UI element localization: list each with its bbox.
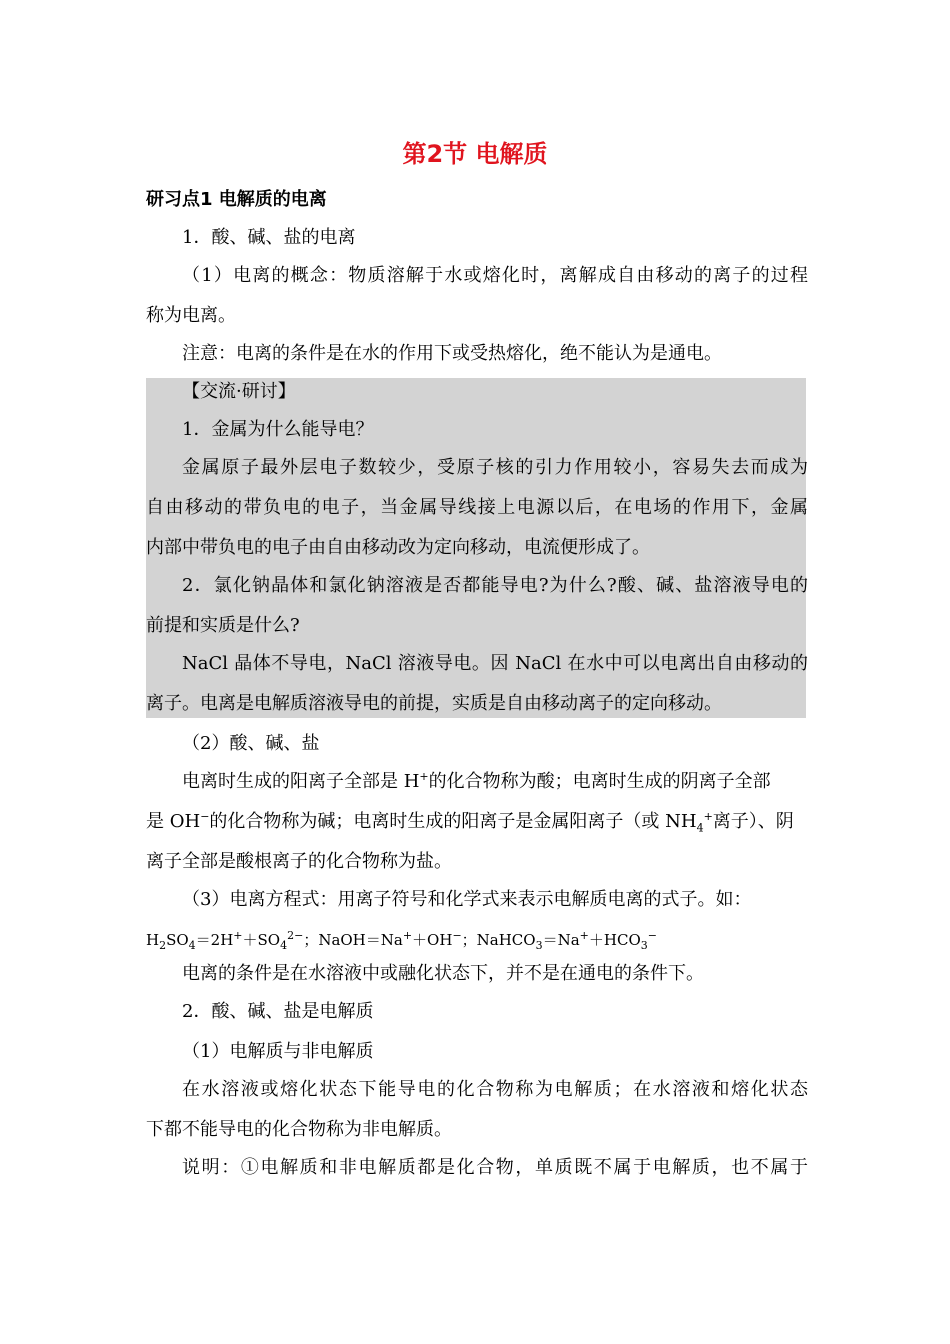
definition-line: 电离时生成的阳离子全部是 H+的化合物称为酸；电离时生成的阴离子全部 [182,770,771,792]
subsection-heading: 2．酸、碱、盐是电解质 [182,1001,374,1022]
study-point-heading: 研习点1 电解质的电离 [146,189,327,210]
paragraph-line: 电离的条件是在水溶液中或融化状态下，并不是在通电的条件下。 [182,963,704,984]
definition-line: 离子全部是酸根离子的化合物称为盐。 [146,851,452,872]
subsection-heading: （3）电离方程式：用离子符号和化学式来表示电解质电离的式子。如： [182,889,752,910]
discussion-answer-line: NaCl 晶体不导电，NaCl 溶液导电。因 NaCl 在水中可以电离出自由移动的 [182,653,808,674]
definition-line: 是 OH−的化合物称为碱；电离时生成的阳离子是金属阳离子（或 $NH_4^+$离子）、阴 [146,810,794,835]
subsection-heading: 1．酸、碱、盐的电离 [182,227,356,248]
paragraph-line: 称为电离。 [146,305,236,326]
ionization-equations: $H_2SO_4=2H^++SO_4^{2-}$；NaOH＝Na+＋OH−；$NaHCO_3=Na^++HCO_3^-$ [146,929,657,952]
definition-line: 下都不能导电的化合物称为非电解质。 [146,1119,452,1140]
paragraph-line: （1）电离的概念：物质溶解于水或熔化时，离解成自由移动的离子的过程 [182,265,808,286]
discussion-answer-line: 自由移动的带负电的电子，当金属导线接上电源以后，在电场的作用下，金属 [146,497,808,518]
discussion-question: 1．金属为什么能导电？ [182,419,374,440]
discussion-question: 2．氯化钠晶体和氯化钠溶液是否都能导电?为什么?酸、碱、盐溶液导电的 [182,575,808,596]
note-paragraph: 注意：电离的条件是在水的作用下或受热熔化，绝不能认为是通电。 [182,343,722,364]
explanation-line: 说明：①电解质和非电解质都是化合物，单质既不属于电解质，也不属于 [182,1157,808,1178]
definition-line: 在水溶液或熔化状态下能导电的化合物称为电解质；在水溶液和熔化状态 [182,1079,808,1100]
discussion-question: 前提和实质是什么? [146,615,300,636]
discussion-answer-line: 金属原子最外层电子数较少，受原子核的引力作用较小，容易失去而成为 [182,457,808,478]
subsection-heading: （1）电解质与非电解质 [182,1041,374,1062]
discussion-box-title: 【交流·研讨】 [182,381,296,402]
discussion-answer-line: 离子。电离是电解质溶液导电的前提，实质是自由移动离子的定向移动。 [146,693,722,714]
subsection-heading: （2）酸、碱、盐 [182,733,320,754]
section-title: 第2节 电解质 [402,140,548,168]
discussion-answer-line: 内部中带负电的电子由自由移动改为定向移动，电流便形成了。 [146,537,650,558]
